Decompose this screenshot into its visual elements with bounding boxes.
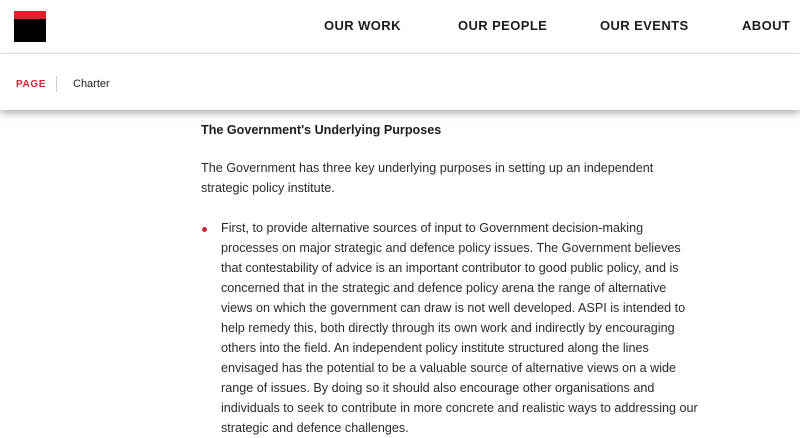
nav-about[interactable]: ABOUT	[742, 18, 791, 33]
logo-red-band	[14, 11, 46, 19]
logo-black-block	[14, 19, 46, 42]
bullet-dot-icon	[202, 227, 207, 232]
breadcrumb-page-link[interactable]: PAGE	[16, 79, 46, 90]
intro-paragraph: The Government has three key underlying purposes in setting up an independent strategic policy institute.	[201, 161, 654, 195]
breadcrumb-current-page: Charter	[73, 78, 110, 90]
nav-our-people[interactable]: OUR PEOPLE	[458, 18, 548, 33]
breadcrumb	[0, 54, 800, 110]
section-heading: The Government's Underlying Purposes	[201, 123, 442, 137]
nav-our-work[interactable]: OUR WORK	[324, 18, 401, 33]
top-navigation-bar	[0, 0, 800, 54]
nav-our-events[interactable]: OUR EVENTS	[600, 18, 689, 33]
site-logo[interactable]	[14, 11, 46, 42]
list-item: First, to provide alternative sources of input to Government decision-making processes on major strategic and defence policy issues. The Government believes that contestability of advice is an important contributor to good public policy, and is concerned that in the strategic and defence policy arena the range of alternative views on which the government can draw is not well developed. ASPI is intended to help remedy this, both directly through its own work and indirectly by encouraging others into the field. An independent policy institute structured along the lines envisaged has the potential to be a valuable source of alternative views on a wide range of issues. By doing so it should also encourage other organisations and individuals to seek to contribute in more concrete and realistic ways to addressing our strategic and defence challenges.	[221, 221, 698, 435]
breadcrumb-divider	[56, 76, 57, 92]
